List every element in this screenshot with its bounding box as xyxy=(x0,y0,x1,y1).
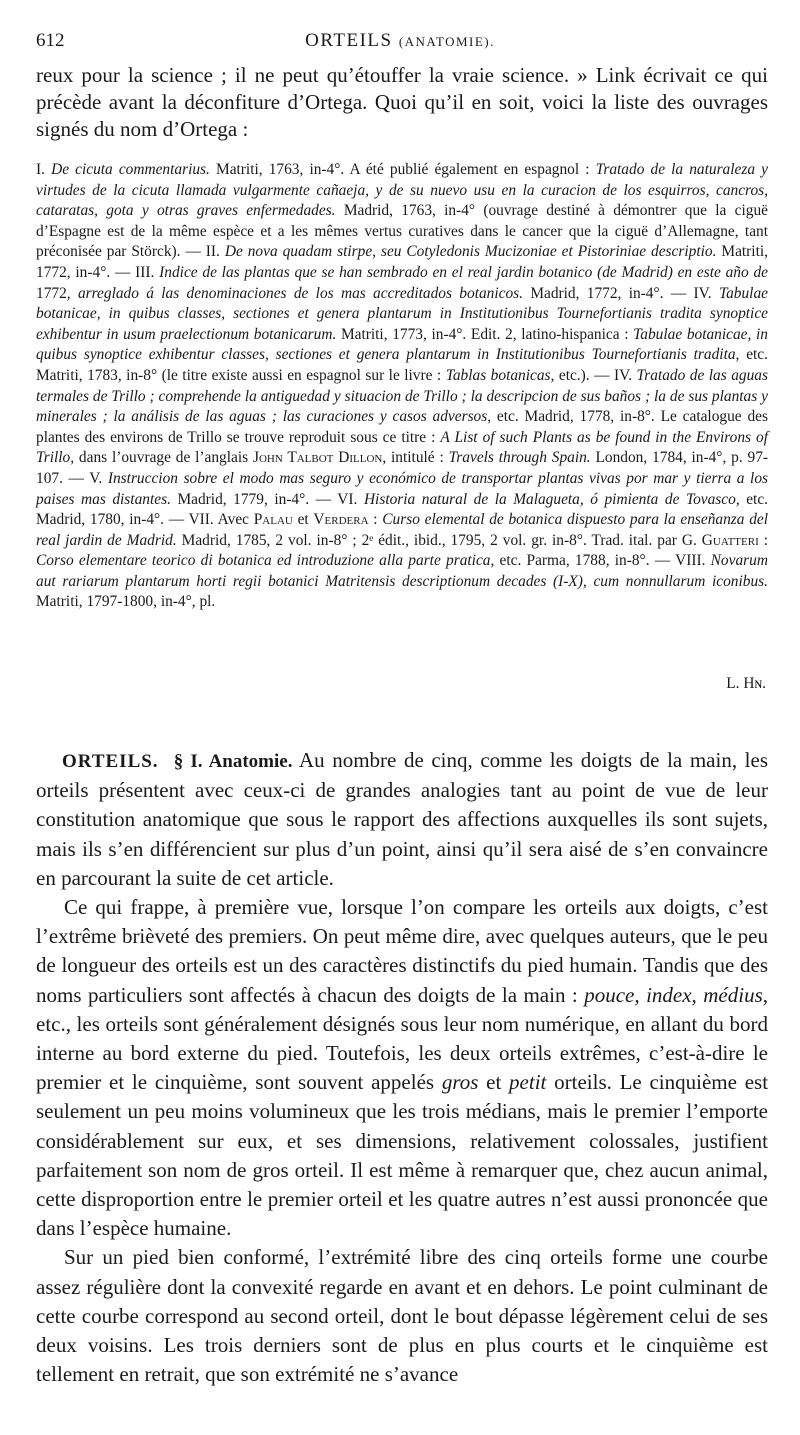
bib-text: London, 1784, in-4°, p. 97-107. — V. xyxy=(36,449,769,487)
intro-paragraph xyxy=(36,62,768,143)
finger-name: médius, xyxy=(703,982,768,1007)
author-signature: L. Hɴ. xyxy=(726,675,766,692)
bib-text: 1772, xyxy=(36,284,71,302)
article-paragraph xyxy=(36,893,768,1243)
article-paragraph xyxy=(36,746,768,893)
bib-title: Tratado de las aguas termales de Trillo ; comprehende la antiguedad y situacion de Trillo ; la descripcion de sus baños ; la de sus plantas y minerales ; la análisis de las aguas ; las curaciones y casos adversos, xyxy=(36,366,768,426)
bib-text: dans l’ouvrage de l’anglais xyxy=(78,449,249,467)
paragraph-text: etc., les orteils sont généralement désignés sous leur nom numérique, en allant du bord interne au bord externe du pied. Toutefois, les deux orteils extrêmes, c’est-à-dire le premier et le cinquième, sont souvent appelés xyxy=(36,1011,768,1095)
finger-name: index, xyxy=(646,982,697,1007)
bib-title: Tablas botanicas, xyxy=(445,366,555,384)
bib-text: Madrid, 1779, in-4°. — VI. xyxy=(177,490,358,508)
bib-text: Matriti, 1773, in-4°. Edit. 2, latino-hispanica : xyxy=(340,325,629,343)
running-head xyxy=(36,30,764,52)
page-header xyxy=(36,30,764,56)
bib-title: Tabulae botanicae, in quibus classes, sectiones et genera plantarum in Institutionibus Tournefortianis tradita synoptice exhibentur in usum praelectionum botanicarum. xyxy=(36,284,768,343)
running-subtitle: (ANATOMIE). xyxy=(398,34,495,49)
bib-title: arreglado á las denominaciones de los mas accreditados botanicos. xyxy=(77,284,523,302)
toe-name: petit xyxy=(509,1070,547,1095)
article-paragraph xyxy=(36,1243,768,1389)
bib-text: Matriti, 1797-1800, in-4°, pl. xyxy=(36,593,216,611)
bib-title: Indice de las plantas que se han sembrado en el real jardin botanico (de Madrid) en este año de xyxy=(159,263,768,281)
bib-text: etc. Parma, 1788, in-8°. — VIII. xyxy=(499,552,706,570)
bib-text: Madrid, 1772, in-4°. — IV. xyxy=(530,284,712,302)
bib-title: Corso elementare teorico di botanica ed introduzione alla parte pratica, xyxy=(36,552,495,570)
bib-item-number: I. xyxy=(36,161,45,178)
toe-name: gros xyxy=(441,1070,479,1095)
running-title: ORTEILS xyxy=(305,30,393,51)
intro-text: reux pour la science ; il ne peut qu’étouffer la vraie science. » Link écrivait ce qui précède avant la déconfiture d’Ortega. Quoi qu’il en soit, voici la liste des ouvrages signés du nom d’Ortega : xyxy=(36,63,768,141)
bib-author: Guatteri xyxy=(701,531,759,549)
bib-text: etc. Madrid, 1778, in-8°. Le catalogue des plantes des environs de Trillo se trouve reproduit sous ce titre : xyxy=(36,408,768,446)
bib-text: etc. Matriti, 1783, in-8° (le titre existe aussi en espagnol sur le livre : xyxy=(36,346,768,384)
bib-author: Palau xyxy=(253,511,293,529)
bib-title: Tabulae botanicae, in quibus synoptice exhibentur classes, sectiones et genera plantarum in Institutionibus Tournefortianis tradita, xyxy=(36,325,768,364)
bib-author: Verdera xyxy=(313,511,369,529)
paragraph-text: Ce qui frappe, à première vue, lorsque l’on compare les orteils aux doigts, c’est l’extrême brièveté des premiers. On peut même dire, avec quelques auteurs, que le peu de longueur des orteils est un des caractères distinctifs du pied humain. Tandis que des noms particuliers sont affectés à chacun des doigts de la main : xyxy=(36,895,768,1007)
bib-title: A List of such Plants as be found in the Environs of Trillo, xyxy=(36,428,768,467)
paragraph-text: orteils. Le cinquième est seulement un peu moins volumineux que les trois médians, mais le premier l’emporte considérablement sur eux, et ses dimensions, relativement colossales, justifient parfaitement son nom de gros orteil. Il est même à remarquer que, chez aucun animal, cette disproportion entre le premier orteil et les quatre autres n’est aussi prononcée que dans l’espèce humaine. xyxy=(36,1070,769,1241)
bib-title: Tratado de la naturaleza y virtudes de la cicuta llamada vulgarmente cañaeja, y de su nuevo usu en la curacion de los esquirros, cancros, cataratas, gota y otras graves enfermedades. xyxy=(36,161,768,220)
bib-title: Curso elemental de botanica dispuesto para la enseñanza del real jardin de Madrid. xyxy=(36,511,769,549)
bibliography-list xyxy=(36,160,768,613)
bibliography-paragraph xyxy=(36,160,768,613)
entry-title: ORTEILS. xyxy=(62,751,159,772)
bib-title: De nova quadam stirpe, seu Cotyledonis Mucizoniae et Pistoriniae descriptio. xyxy=(224,243,717,261)
bib-text: intitulé : xyxy=(391,449,444,467)
bib-text: Matriti, 1763, in-4°. A été publié également en espagnol : xyxy=(216,161,590,178)
bib-title: De cicuta commentarius. xyxy=(51,161,210,178)
bib-title: Novarum aut rariarum plantarum horti regii botanici Matritensis descriptionum decades (I-X), cum nonnullarum iconibus. xyxy=(36,552,768,590)
bib-text: etc. Madrid, 1780, in-4°. — VII. Avec xyxy=(36,490,769,529)
bib-text: et xyxy=(297,511,309,529)
bib-author: John Talbot Dillon, xyxy=(252,449,387,467)
bib-title: Historia natural de la Malagueta, ó pimienta de Tovasco, xyxy=(363,490,740,508)
section-heading: § I. Anatomie. xyxy=(173,751,293,772)
bib-text: Madrid, 1785, 2 vol. in-8° ; 2ᵉ édit., ibid., 1795, 2 vol. gr. in-8°. Trad. ital. par G. xyxy=(181,531,697,549)
bib-text: : xyxy=(763,531,768,549)
finger-name: pouce, xyxy=(584,982,640,1007)
paragraph-text: Au nombre de cinq, comme les doigts de la main, les orteils présentent avec ceux-ci de grandes analogies tant au point de vue de leur constitution anatomique que sous le rapport des affections auxquelles ils sont sujets, mais ils s’en différencient sur plus d’un point, ainsi qu’il sera aisé de s’en convaincre en parcourant la suite de cet article. xyxy=(36,748,768,890)
bib-text: Madrid, 1763, in-4° (ouvrage destiné à démontrer que la ciguë d’Espagne est de la même espèce et a les mêmes vertus curatives dans le cancer que la ciguë d’Allemagne, tant préconisée par Störck). — II. xyxy=(36,202,768,261)
bib-title: Instruccion sobre el modo mas seguro y económico de transportar plantas vivas por mar y tierra a los paises mas distantes. xyxy=(36,469,769,508)
bib-text: : xyxy=(373,511,378,529)
page-number: 612 xyxy=(36,30,65,51)
bib-title: Travels through Spain. xyxy=(448,449,591,467)
paragraph-text: et xyxy=(486,1070,502,1095)
bib-text: Matriti, 1772, in-4°. — III. xyxy=(36,243,768,281)
paragraph-text: Sur un pied bien conformé, l’extrémité libre des cinq orteils forme une courbe assez régulière dont la convexité regarde en avant et en dehors. Le point culminant de cette courbe correspond au second orteil, dont le bout dépasse légèrement celui de ses deux voisins. Les trois derniers sont de plus en plus courts et le cinquième est tellement en retrait, que son extrémité ne s’avance xyxy=(36,1245,768,1387)
article-body xyxy=(36,746,768,1389)
bib-text: etc.). — IV. xyxy=(558,366,633,384)
